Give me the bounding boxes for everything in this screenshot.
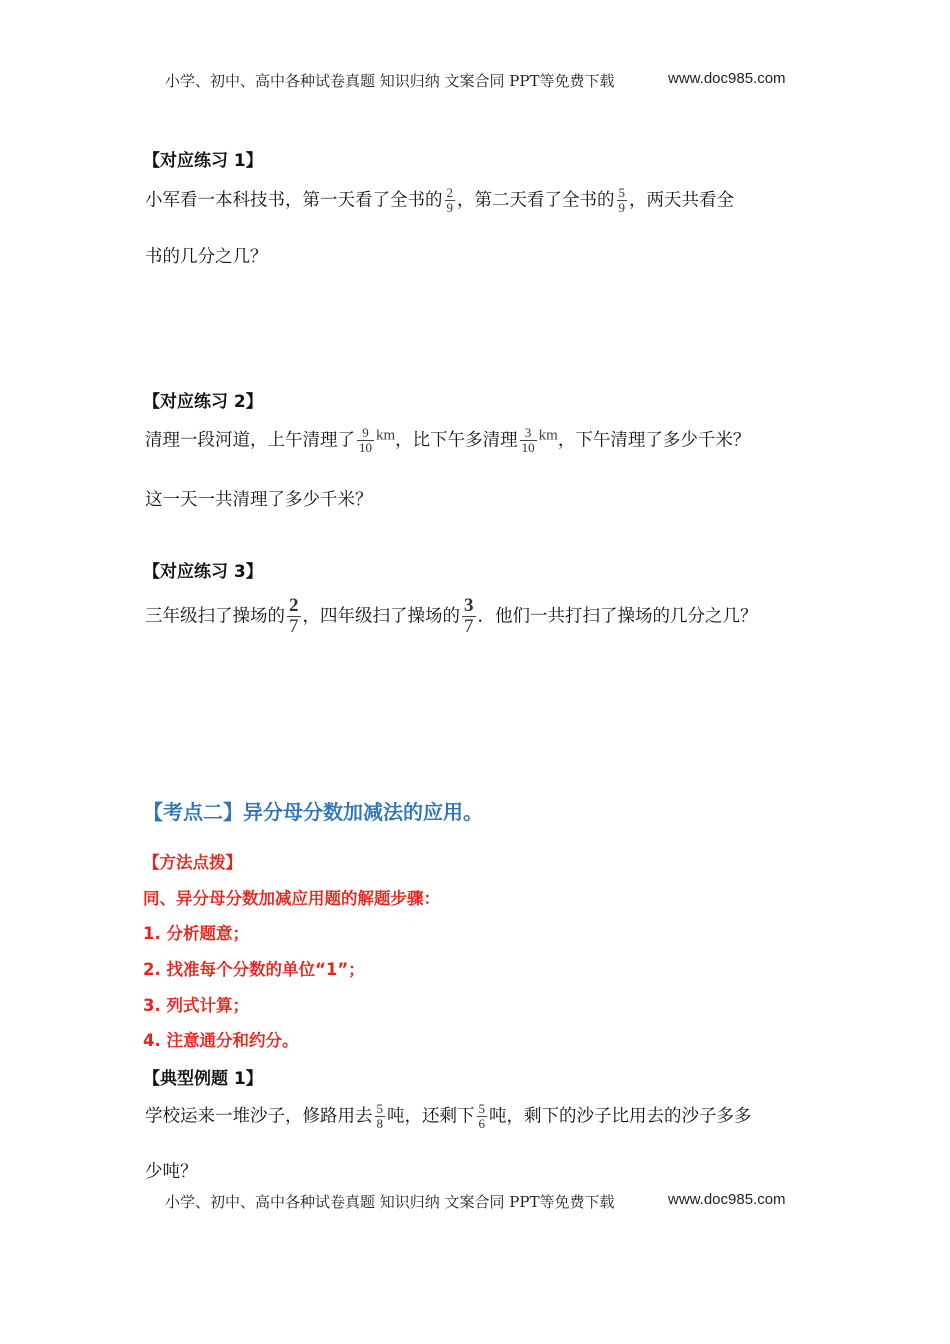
page-header-url[interactable]: www.doc985.com — [668, 70, 786, 87]
numerator: 2 — [446, 185, 453, 200]
exercise-1-text-c: ，两天共看全 — [629, 190, 734, 211]
fraction-3-10 — [520, 426, 537, 455]
method-title: 【方法点拨】 — [143, 853, 242, 872]
numerator: 5 — [618, 185, 625, 200]
method-step: 3. 列式计算； — [143, 996, 249, 1015]
exercise-2-text-b: ，比下午多清理 — [395, 430, 518, 451]
denominator: 10 — [521, 440, 535, 455]
page-footer-url[interactable]: www.doc985.com — [668, 1191, 786, 1208]
method-intro: 同、异分母分数加减应用题的解题步骤： — [143, 889, 440, 908]
example-1-line-2: 少吨？ — [145, 1162, 198, 1182]
exercise-1-text-b: ，第二天看了全书的 — [457, 190, 615, 211]
denominator: 9 — [618, 200, 625, 215]
exercise-1-line-2: 书的几分之几？ — [145, 247, 268, 267]
exercise-3-line-1 — [145, 596, 758, 637]
numerator: 3 — [464, 595, 474, 616]
numerator: 3 — [524, 425, 532, 440]
fraction-3-7 — [462, 596, 476, 637]
fraction-9-10 — [357, 426, 374, 455]
page-footer-text: 小学、初中、高中各种试卷真题 知识归纳 文案合同 PPT等免费下载 — [165, 1193, 615, 1211]
fraction-5-8 — [375, 1102, 386, 1131]
numerator: 5 — [478, 1101, 485, 1116]
exercise-1-text-a: 小军看一本科技书，第一天看了全书的 — [145, 190, 443, 211]
denominator: 8 — [376, 1116, 383, 1131]
section-title: 【考点二】异分母分数加减法的应用。 — [143, 800, 483, 824]
fraction-5-6 — [477, 1102, 488, 1131]
denominator: 10 — [359, 440, 372, 455]
exercise-2-text-c: ，下午清理了多少千米？ — [557, 430, 751, 451]
example-1-line-1 — [145, 1102, 752, 1131]
fraction-5-9 — [617, 186, 628, 215]
denominator: 7 — [464, 616, 474, 637]
unit-km: km — [376, 427, 396, 444]
exercise-3-text-b: ，四年级扫了操场的 — [302, 606, 460, 627]
fraction-2-9 — [445, 186, 456, 215]
exercise-2-line-2: 这一天一共清理了多少千米？ — [145, 490, 373, 510]
exercise-1-title: 【对应练习 1】 — [143, 151, 263, 171]
method-step: 1. 分析题意； — [143, 924, 249, 943]
example-1-text-b: 吨，还剩下 — [387, 1106, 475, 1127]
numerator: 9 — [362, 425, 369, 440]
example-1-text-a: 学校运来一堆沙子，修路用去 — [145, 1106, 373, 1127]
unit-km: km — [538, 427, 558, 444]
method-step: 2. 找准每个分数的单位“1”； — [143, 960, 365, 979]
example-1-text-c: 吨，剩下的沙子比用去的沙子多多 — [489, 1106, 752, 1127]
denominator: 7 — [289, 616, 299, 637]
numerator: 2 — [289, 595, 299, 616]
exercise-1-line-1 — [145, 186, 734, 215]
exercise-3-text-a: 三年级扫了操场的 — [145, 606, 285, 627]
exercise-2-title: 【对应练习 2】 — [143, 392, 263, 412]
page-header-text: 小学、初中、高中各种试卷真题 知识归纳 文案合同 PPT等免费下载 — [165, 72, 615, 90]
denominator: 9 — [446, 200, 453, 215]
exercise-3-title: 【对应练习 3】 — [143, 562, 263, 582]
exercise-2-line-1 — [145, 426, 750, 455]
example-1-title: 【典型例题 1】 — [143, 1069, 263, 1089]
method-step: 4. 注意通分和约分。 — [143, 1031, 299, 1050]
exercise-2-text-a: 清理一段河道，上午清理了 — [145, 430, 355, 451]
denominator: 6 — [478, 1116, 485, 1131]
exercise-3-text-c: ．他们一共打扫了操场的几分之几？ — [477, 606, 758, 627]
fraction-2-7 — [287, 596, 301, 637]
numerator: 5 — [376, 1101, 383, 1116]
